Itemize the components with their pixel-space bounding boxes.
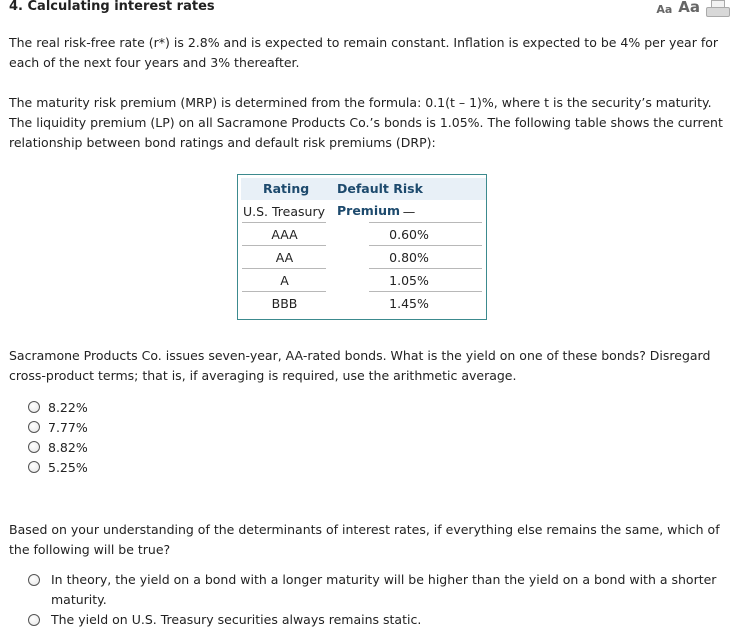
question-1-text: Sacramone Products Co. issues seven-year, AA-rated bonds. What is the yield on one of these bonds? Disregard cross-product terms; that is, if averaging is required, use the arithmetic average. <box>9 348 711 383</box>
radio-button[interactable] <box>28 574 40 586</box>
answer-option[interactable] <box>28 417 88 437</box>
radio-button[interactable] <box>28 401 40 413</box>
answer-option[interactable] <box>28 610 718 630</box>
default-risk-premium-table <box>237 174 487 320</box>
intro-paragraph-1: The real risk-free rate (r*) is 2.8% and is expected to remain constant. Inflation is expected to be 4% per year for each of the next four years and 3% thereafter. <box>9 35 719 70</box>
option-label: 8.22% <box>48 399 88 415</box>
font-size-controls <box>656 0 728 16</box>
option-label: In theory, the yield on a bond with a longer maturity will be higher than the yield on a bond with a shorter maturity. <box>51 572 717 607</box>
answer-option[interactable] <box>28 437 88 457</box>
intro-paragraph-2: The maturity risk premium (MRP) is determined from the formula: 0.1(t – 1)%, where t is the security’s maturity. The liquidity premium (LP) on all Sacramone Products Co.’s bonds is 1.05%. The following table shows the current relationship between bond ratings and default risk premiums (DRP): <box>9 95 723 150</box>
header-rating: Rating <box>263 181 310 196</box>
rating-cell: AAA <box>271 227 298 242</box>
drp-cell: 1.05% <box>389 273 429 288</box>
question-2-text: Based on your understanding of the determinants of interest rates, if everything else remains the same, which of the following will be true? <box>9 522 720 557</box>
radio-button[interactable] <box>28 614 40 626</box>
header-default-risk-premium: Default Risk Premium <box>337 181 423 218</box>
font-size-large-button[interactable]: Aa <box>678 0 700 16</box>
option-label: 8.82% <box>48 439 88 455</box>
table-row <box>238 269 486 292</box>
table-row <box>238 223 486 246</box>
option-label: The yield on U.S. Treasury securities always remains static. <box>51 612 422 627</box>
option-label: 7.77% <box>48 419 88 435</box>
drp-cell: 1.45% <box>389 296 429 311</box>
rating-cell: BBB <box>271 296 298 311</box>
font-size-small-button[interactable]: Aa <box>656 3 673 16</box>
rating-cell: AA <box>275 250 294 265</box>
question-title: 4. Calculating interest rates <box>9 0 215 14</box>
drp-cell: 0.60% <box>389 227 429 242</box>
radio-button[interactable] <box>28 421 40 433</box>
printer-icon[interactable] <box>706 0 728 16</box>
option-label: 5.25% <box>48 459 88 475</box>
table-row <box>238 246 486 269</box>
table-row <box>238 200 486 223</box>
answer-option[interactable] <box>28 457 88 477</box>
radio-button[interactable] <box>28 441 40 453</box>
table-row <box>238 292 486 315</box>
rating-cell: A <box>280 273 289 288</box>
drp-cell: — <box>402 204 416 219</box>
radio-button[interactable] <box>28 461 40 473</box>
answer-option[interactable] <box>28 570 718 610</box>
answer-option[interactable] <box>28 397 88 417</box>
drp-cell: 0.80% <box>389 250 429 265</box>
rating-cell: U.S. Treasury <box>243 204 325 219</box>
printer-body-shape <box>706 7 730 17</box>
